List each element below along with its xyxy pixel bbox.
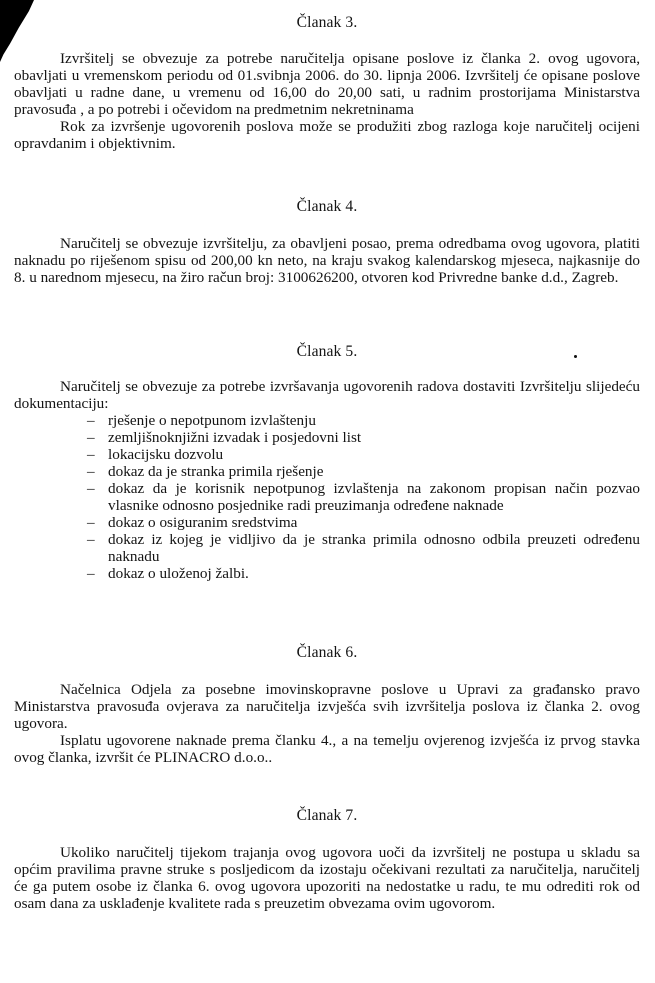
article-5 — [14, 343, 640, 582]
list-item: – zemljišnoknjižni izvadak i posjedovni list — [87, 429, 362, 446]
list-item: – dokaz iz kojeg je vidljivo da je stranka primila odnosno odbila preuzeti određenu naknadu — [87, 531, 640, 565]
article-paragraph: Naručitelj se obvezuje za potrebe izvršavanja ugovorenih radova dostaviti Izvršitelju slijedeću dokumentaciju: — [14, 378, 640, 412]
article-paragraph: Načelnica Odjela za posebne imovinskopravne poslove u Upravi za građansko pravo Ministarstva pravosuđa ovjerava za naručitelja izvješća svih izvršitelja poslova iz članka 2. ovog ugovora. — [14, 681, 640, 732]
dash-marker: – — [87, 565, 95, 582]
article-4 — [14, 198, 640, 286]
dash-marker: – — [87, 514, 95, 531]
dash-marker: – — [87, 446, 95, 463]
article-paragraph: Isplatu ugovorene naknade prema članku 4., a na temelju ovjerenog izvješća iz prvog stavka ovog članka, izvršit će PLINACRO d.o.o.. — [14, 732, 640, 766]
list-item: – dokaz da je stranka primila rješenje — [87, 463, 324, 480]
dash-marker: – — [87, 412, 95, 429]
list-item: – dokaz da je korisnik nepotpunog izvlaštenja na zakonom propisan način pozvao vlasnike odnosno posjednike radi preuzimanja određene naknade — [87, 480, 640, 514]
article-6 — [14, 644, 640, 766]
article-heading: Članak 4. — [296, 198, 358, 215]
list-item: – lokacijsku dozvolu — [87, 446, 224, 463]
article-paragraph: Naručitelj se obvezuje izvršitelju, za obavljeni posao, prema odredbama ovog ugovora, platiti naknadu po riješenom spisu od 200,00 kn neto, na kraju svakog kalendarskog mjeseca, najkasnije do 8. u narednom mjesecu, na žiro račun broj: 3100626200, otvoren kod Privredne banke d.d., Zagreb. — [14, 235, 640, 286]
list-item: – dokaz o osiguranim sredstvima — [87, 514, 298, 531]
dash-marker: – — [87, 463, 95, 480]
article-paragraph: Ukoliko naručitelj tijekom trajanja ovog ugovora uoči da izvršitelj ne postupa u skladu sa općim pravilima pravne struke s posljedicom da izostaju očekivani rezultati za naručitelja, naručitelj će ga putem osobe iz članka 6. ovog ugovora upozoriti na nedostatke u radu, te mu odrediti rok od osam dana za usklađenje kvalitete rada s preuzetim obvezama ovim ugovorom. — [14, 844, 640, 912]
list-item: – rješenje o nepotpunom izvlaštenju — [87, 412, 316, 429]
article-heading: Članak 7. — [296, 807, 358, 824]
article-paragraph: Izvršitelj se obvezuje za potrebe naručitelja opisane poslove iz članka 2. ovog ugovora, obavljati u vremenskom periodu od 01.svibnja 2006. do 30. lipnja 2006. Izvršitelj će opisane poslove obavljati u radne dane, u vremenu od 16,00 do 20,00 sati, u radnim prostorijama Ministarstva pravosuđa , a po potrebi i očevidom na predmetnim nekretninama — [14, 50, 640, 118]
article-3 — [14, 14, 640, 152]
list-item: – dokaz o uloženoj žalbi. — [87, 565, 249, 582]
dash-marker: – — [87, 531, 95, 548]
dash-marker: – — [87, 429, 95, 446]
article-7 — [14, 807, 640, 912]
dash-marker: – — [87, 480, 95, 497]
article-paragraph: Rok za izvršenje ugovorenih poslova može se produžiti zbog razloga koje naručitelj ocijeni opravdanim i objektivnim. — [14, 118, 640, 152]
documentation-list — [14, 412, 640, 582]
article-heading: Članak 5. — [296, 343, 358, 360]
article-heading: Članak 6. — [296, 644, 358, 661]
article-heading: Članak 3. — [296, 14, 358, 31]
